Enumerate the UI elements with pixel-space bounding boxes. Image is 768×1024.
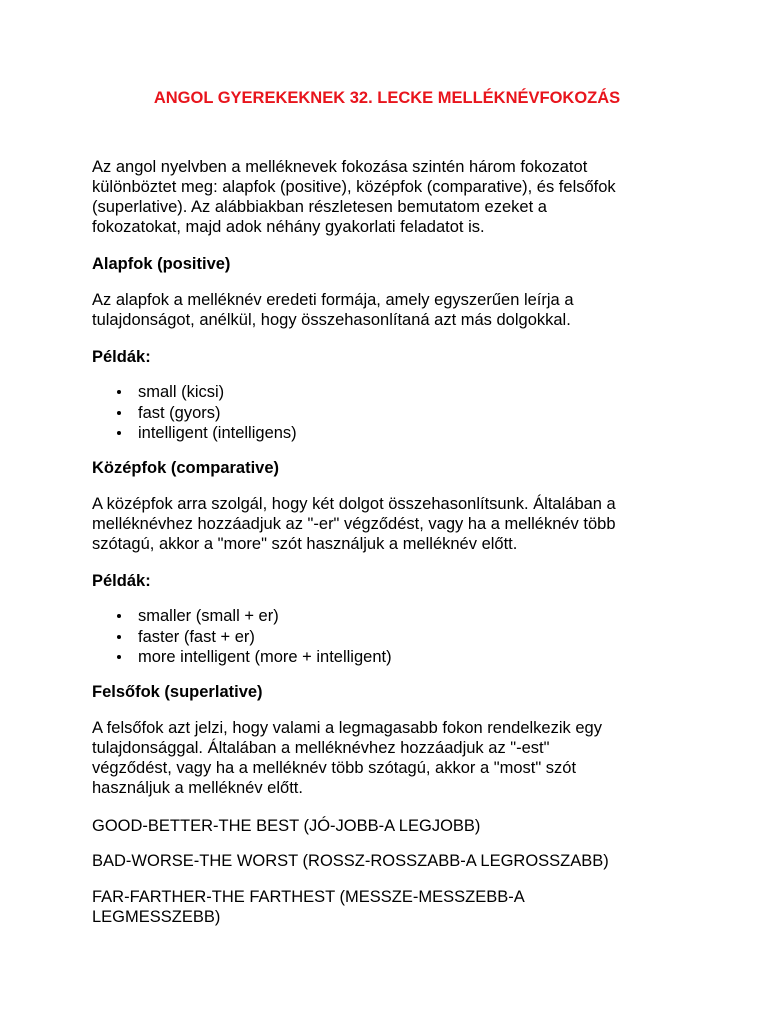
paragraph-line: LEGMESSZEBB) [92, 908, 221, 926]
paragraph-line: Az alapfok a melléknév eredeti formája, amely egyszerűen leírja a [92, 291, 574, 309]
paragraph-line: melléknévhez hozzáadjuk az "-er" végződést, vagy ha a melléknév több [92, 515, 616, 533]
paragraph-line: szótagú, akkor a "more" szót használjuk a melléknév előtt. [92, 535, 518, 553]
paragraph-line: FAR-FARTHER-THE FARTHEST (MESSZE-MESSZEBB-A [92, 888, 525, 906]
list-item-text: small (kicsi) [138, 383, 225, 401]
paragraph-line: A felsőfok azt jelzi, hogy valami a legmagasabb fokon rendelkezik egy [92, 719, 602, 737]
list-item-text: faster (fast + er) [138, 627, 255, 646]
irregular-example-good: GOOD-BETTER-THE BEST (JÓ-JOBB-A LEGJOBB) [92, 817, 481, 835]
intro-line: különböztet meg: alapfok (positive), középfok (comparative), és felsőfok [92, 178, 616, 196]
list-item [92, 403, 682, 424]
paragraph-line: A középfok arra szolgál, hogy két dolgot összehasonlítsunk. Általában a [92, 495, 616, 513]
paragraph-line: tulajdonságot, anélkül, hogy összehasonlítaná azt más dolgokkal. [92, 311, 571, 329]
list-item-text: fast (gyors) [138, 403, 221, 422]
list-item-text: smaller (small + er) [138, 607, 279, 625]
irregular-example-bad: BAD-WORSE-THE WORST (ROSSZ-ROSSZABB-A LEGROSSZABB) [92, 852, 609, 870]
section-heading-positive: Alapfok (positive) [92, 255, 231, 273]
bullet-icon [117, 431, 121, 435]
intro-line: fokozatokat, majd adok néhány gyakorlati feladatot is. [92, 218, 485, 236]
list-item [92, 627, 682, 648]
examples-label: Példák: [92, 572, 151, 590]
page-title: ANGOL GYEREKEKNEK 32. LECKE MELLÉKNÉVFOKOZÁS [153, 89, 621, 107]
bullet-icon [117, 614, 121, 618]
section-paragraph-superlative [92, 718, 682, 798]
bullet-icon [117, 635, 121, 639]
list-item [92, 382, 682, 403]
bullet-icon [117, 390, 121, 394]
section-heading-superlative: Felsőfok (superlative) [92, 683, 263, 701]
intro-line: (superlative). Az alábbiakban részletesen bemutatom ezeket a [92, 198, 547, 216]
bullet-icon [117, 411, 121, 415]
list-item [92, 647, 682, 668]
paragraph-line: használjuk a melléknév előtt. [92, 779, 303, 797]
list-item-text: more intelligent (more + intelligent) [138, 648, 392, 666]
intro-line: Az angol nyelvben a melléknevek fokozása szintén három fokozatot [92, 158, 588, 176]
examples-label: Példák: [92, 348, 151, 366]
list-item [92, 606, 682, 627]
section-paragraph-comparative [92, 494, 682, 554]
section-paragraph-positive [92, 290, 682, 330]
examples-list-positive [92, 382, 682, 444]
paragraph-line: végződést, vagy ha a melléknév több szótagú, akkor a "most" szót [92, 759, 577, 777]
section-heading-comparative: Középfok (comparative) [92, 459, 280, 477]
paragraph-line: tulajdonsággal. Általában a melléknévhez hozzáadjuk az "-est" [92, 739, 550, 757]
irregular-example-far [92, 887, 682, 927]
list-item-text: intelligent (intelligens) [138, 424, 297, 442]
list-item [92, 423, 682, 444]
bullet-icon [117, 655, 121, 659]
intro-paragraph [92, 157, 682, 237]
examples-list-comparative [92, 606, 682, 668]
